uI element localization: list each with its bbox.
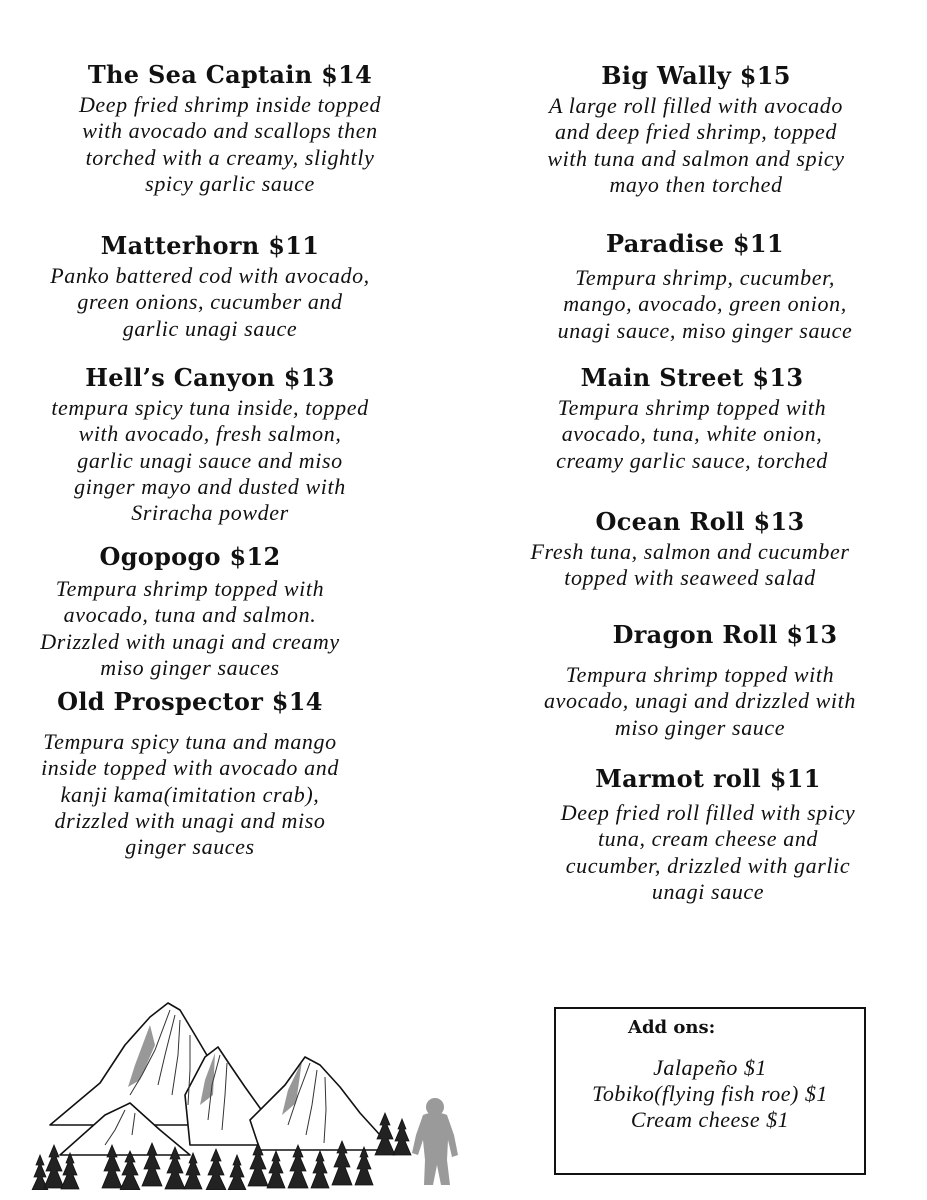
item-title: Ocean Roll $13 bbox=[595, 507, 805, 536]
desc-line: garlic unagi sauce bbox=[122, 315, 298, 341]
item-title: Paradise $11 bbox=[606, 229, 784, 258]
desc-line: Fresh tuna, salmon and cucumber bbox=[530, 539, 850, 564]
desc-line: Deep fried shrimp inside topped bbox=[78, 92, 382, 117]
desc-line: avocado, unagi and drizzled with bbox=[544, 688, 856, 714]
desc-line: and deep fried shrimp, topped bbox=[555, 119, 837, 145]
desc-line: inside topped with avocado and bbox=[41, 755, 339, 781]
desc-line: Sriracha powder bbox=[131, 500, 289, 526]
item-description bbox=[498, 800, 918, 905]
menu-item-matterhorn bbox=[0, 231, 420, 342]
item-title: Ogopogo $12 bbox=[99, 542, 281, 571]
desc-line: tuna, cream cheese and bbox=[597, 826, 819, 852]
menu-item-old-prospector bbox=[0, 687, 400, 860]
desc-line: topped with seaweed salad bbox=[564, 565, 816, 591]
desc-line: garlic unagi sauce and miso bbox=[77, 447, 343, 473]
item-title: Marmot roll $11 bbox=[595, 764, 821, 793]
addon-item: Cream cheese $1 bbox=[630, 1107, 790, 1132]
menu-item-big-wally bbox=[486, 61, 906, 198]
desc-line: unagi sauce bbox=[651, 878, 765, 904]
desc-line: miso ginger sauce bbox=[614, 714, 786, 740]
menu-item-ocean-roll bbox=[490, 507, 910, 592]
item-title: The Sea Captain $14 bbox=[87, 60, 373, 89]
desc-line: Tempura shrimp topped with bbox=[55, 576, 325, 601]
item-title: Main Street $13 bbox=[580, 363, 804, 392]
desc-line: ginger mayo and dusted with bbox=[74, 473, 346, 499]
desc-line: with tuna and salmon and spicy bbox=[547, 145, 845, 171]
menu-item-main-street bbox=[482, 363, 902, 474]
item-title: Big Wally $15 bbox=[601, 61, 791, 90]
desc-line: avocado, tuna and salmon. bbox=[63, 602, 317, 628]
desc-line: with avocado, fresh salmon, bbox=[78, 421, 342, 447]
addon-item: Tobiko(flying fish roe) $1 bbox=[592, 1081, 828, 1106]
item-title: Hell’s Canyon $13 bbox=[85, 363, 335, 392]
desc-line: drizzled with unagi and miso bbox=[54, 807, 326, 833]
mountains-trees-bigfoot-icon bbox=[30, 995, 470, 1190]
desc-line: creamy garlic sauce, torched bbox=[556, 447, 828, 473]
desc-line: spicy garlic sauce bbox=[145, 170, 315, 196]
addons-box bbox=[554, 1007, 866, 1175]
menu-item-ogopogo bbox=[0, 542, 400, 681]
desc-line: A large roll filled with avocado bbox=[549, 93, 843, 118]
desc-line: Tempura spicy tuna and mango bbox=[43, 729, 337, 754]
desc-line: torched with a creamy, slightly bbox=[85, 144, 375, 170]
desc-line: ginger sauces bbox=[125, 834, 255, 860]
item-description bbox=[486, 93, 906, 198]
item-description bbox=[482, 395, 902, 474]
item-title: Dragon Roll $13 bbox=[612, 620, 838, 649]
desc-line: avocado, tuna, white onion, bbox=[561, 421, 823, 447]
menu-item-hells-canyon bbox=[0, 363, 420, 526]
addon-item: Jalapeño $1 bbox=[653, 1055, 767, 1080]
desc-line: kanji kama(imitation crab), bbox=[60, 781, 320, 807]
menu-item-dragon-roll bbox=[515, 620, 927, 741]
desc-line: green onions, cucumber and bbox=[77, 289, 343, 315]
item-title: Matterhorn $11 bbox=[100, 231, 320, 260]
desc-line: Deep fried roll filled with spicy bbox=[560, 800, 856, 825]
item-description bbox=[505, 265, 905, 344]
desc-line: cucumber, drizzled with garlic bbox=[565, 852, 851, 878]
item-description bbox=[0, 729, 400, 860]
menu-item-sea-captain bbox=[20, 60, 440, 197]
desc-line: unagi sauce, miso ginger sauce bbox=[557, 317, 853, 343]
desc-line: miso ginger sauces bbox=[100, 654, 280, 680]
item-description bbox=[20, 92, 440, 197]
item-title: Old Prospector $14 bbox=[57, 687, 323, 716]
menu-item-marmot-roll bbox=[498, 764, 918, 905]
addons-list bbox=[556, 1055, 864, 1133]
desc-line: Tempura shrimp topped with bbox=[565, 662, 835, 687]
desc-line: Tempura shrimp topped with bbox=[557, 395, 827, 420]
desc-line: mayo then torched bbox=[609, 171, 783, 197]
item-description bbox=[0, 263, 420, 342]
desc-line: mango, avocado, green onion, bbox=[563, 291, 847, 317]
item-description bbox=[0, 576, 400, 681]
desc-line: Tempura shrimp, cucumber, bbox=[575, 265, 835, 290]
desc-line: Panko battered cod with avocado, bbox=[50, 263, 370, 288]
addons-heading: Add ons: bbox=[628, 1017, 716, 1038]
menu-item-paradise bbox=[485, 229, 905, 344]
item-description bbox=[470, 539, 910, 592]
item-description bbox=[465, 662, 927, 741]
desc-line: with avocado and scallops then bbox=[82, 118, 378, 144]
desc-line: tempura spicy tuna inside, topped bbox=[51, 395, 369, 420]
desc-line: Drizzled with unagi and creamy bbox=[40, 628, 340, 654]
item-description bbox=[0, 395, 420, 526]
